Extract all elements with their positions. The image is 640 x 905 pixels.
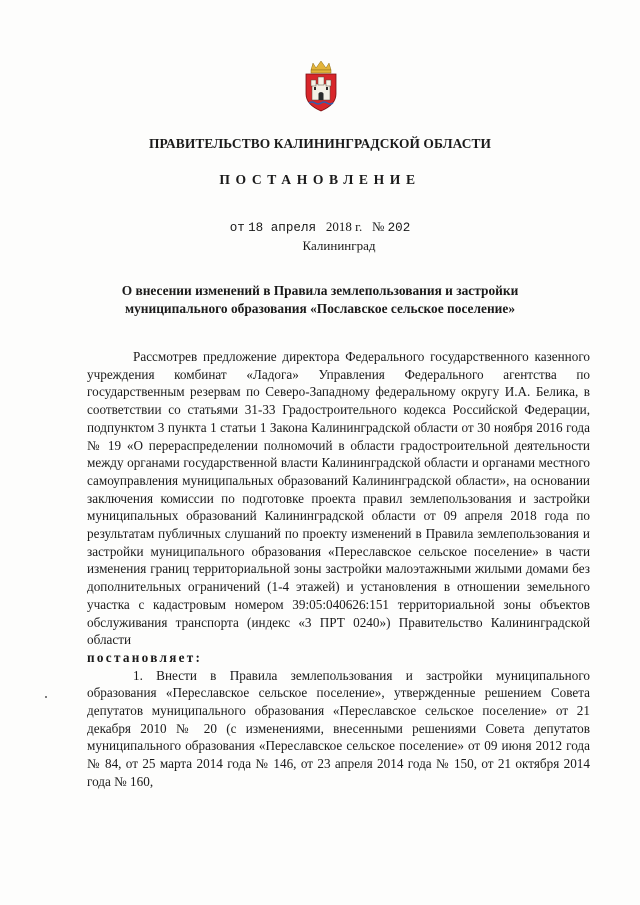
government-title: ПРАВИТЕЛЬСТВО КАЛИНИНГРАДСКОЙ ОБЛАСТИ	[148, 136, 492, 151]
number-sign: №	[371, 219, 385, 234]
scan-mark	[45, 696, 47, 698]
item-1-paragraph: 1. Внести в Правила землепользования и застройки муниципального образования «Переславское сельское поселение», утвержденные решением Совета депутатов муниципального образования «Переславское сельское поселение» от 21 декабря 2010 № 20 (с изменениями, внесенными решениями Совета депутатов муниципального образования «Переславское сельское поселение» от 09 июня 2012 года № 84, от 25 марта 2014 года № 146, от 23 апреля 2014 года № 150, от 21 октября 2014 года № 160,	[87, 667, 590, 789]
preamble-paragraph: Рассмотрев предложение директора Федерального государственного казенного учреждения комбинат «Ладога» Управления Федерального агентства по государственным резервам по Северо-Западному федеральному округу И.А. Белика, в соответствии со статьями 31-33 Градостроительного кодекса Российской Федерации, подпунктом 3 пункта 1 статьи 1 Закона Калининградской области от 30 ноября 2016 года № 19 «О перераспределении полномочий в области градостроительной деятельности между органами государственной власти Калининградской области и органами местного самоуправления муниципальных образований Калининградской области», на основании заключения комиссии по подготовке проекта правил землепользования и застройки муниципальных образований Калининградской области от 09 апреля 2018 года по результатам публичных слушаний по проекту изменений в Правила землепользования и застройки муниципального образования «Переславское сельское поселение» в части изменения границ территориальной зоны застройки малоэтажными жилыми домами без дополнительных ограничений (1-4 этажей) и установления в отношении земельного участка с кадастровым номером 39:05:040626:151 территориальной зоны объектов обслуживания транспорта (индекс «3 ПРТ 0240») Правительство Калининградской области	[87, 349, 590, 648]
date-prefix: от	[229, 221, 245, 235]
city: Калининград	[302, 238, 376, 253]
subject-line-2: муниципального образования «Пославское сельское поселение»	[124, 300, 516, 316]
document-body	[87, 348, 590, 791]
document-type: ПОСТАНОВЛЕНИЕ	[219, 172, 421, 187]
kaliningrad-coat-of-arms-icon	[303, 60, 339, 112]
decides-label: постановляет:	[87, 649, 203, 665]
document-subject	[80, 282, 560, 317]
subject-line-1: О внесении изменений в Правила землепользования и застройки	[121, 283, 519, 298]
document-number: 202	[387, 221, 411, 235]
date-line	[0, 219, 640, 235]
date-year: 2018 г.	[325, 219, 363, 234]
date-value: 18 апреля	[248, 221, 317, 235]
